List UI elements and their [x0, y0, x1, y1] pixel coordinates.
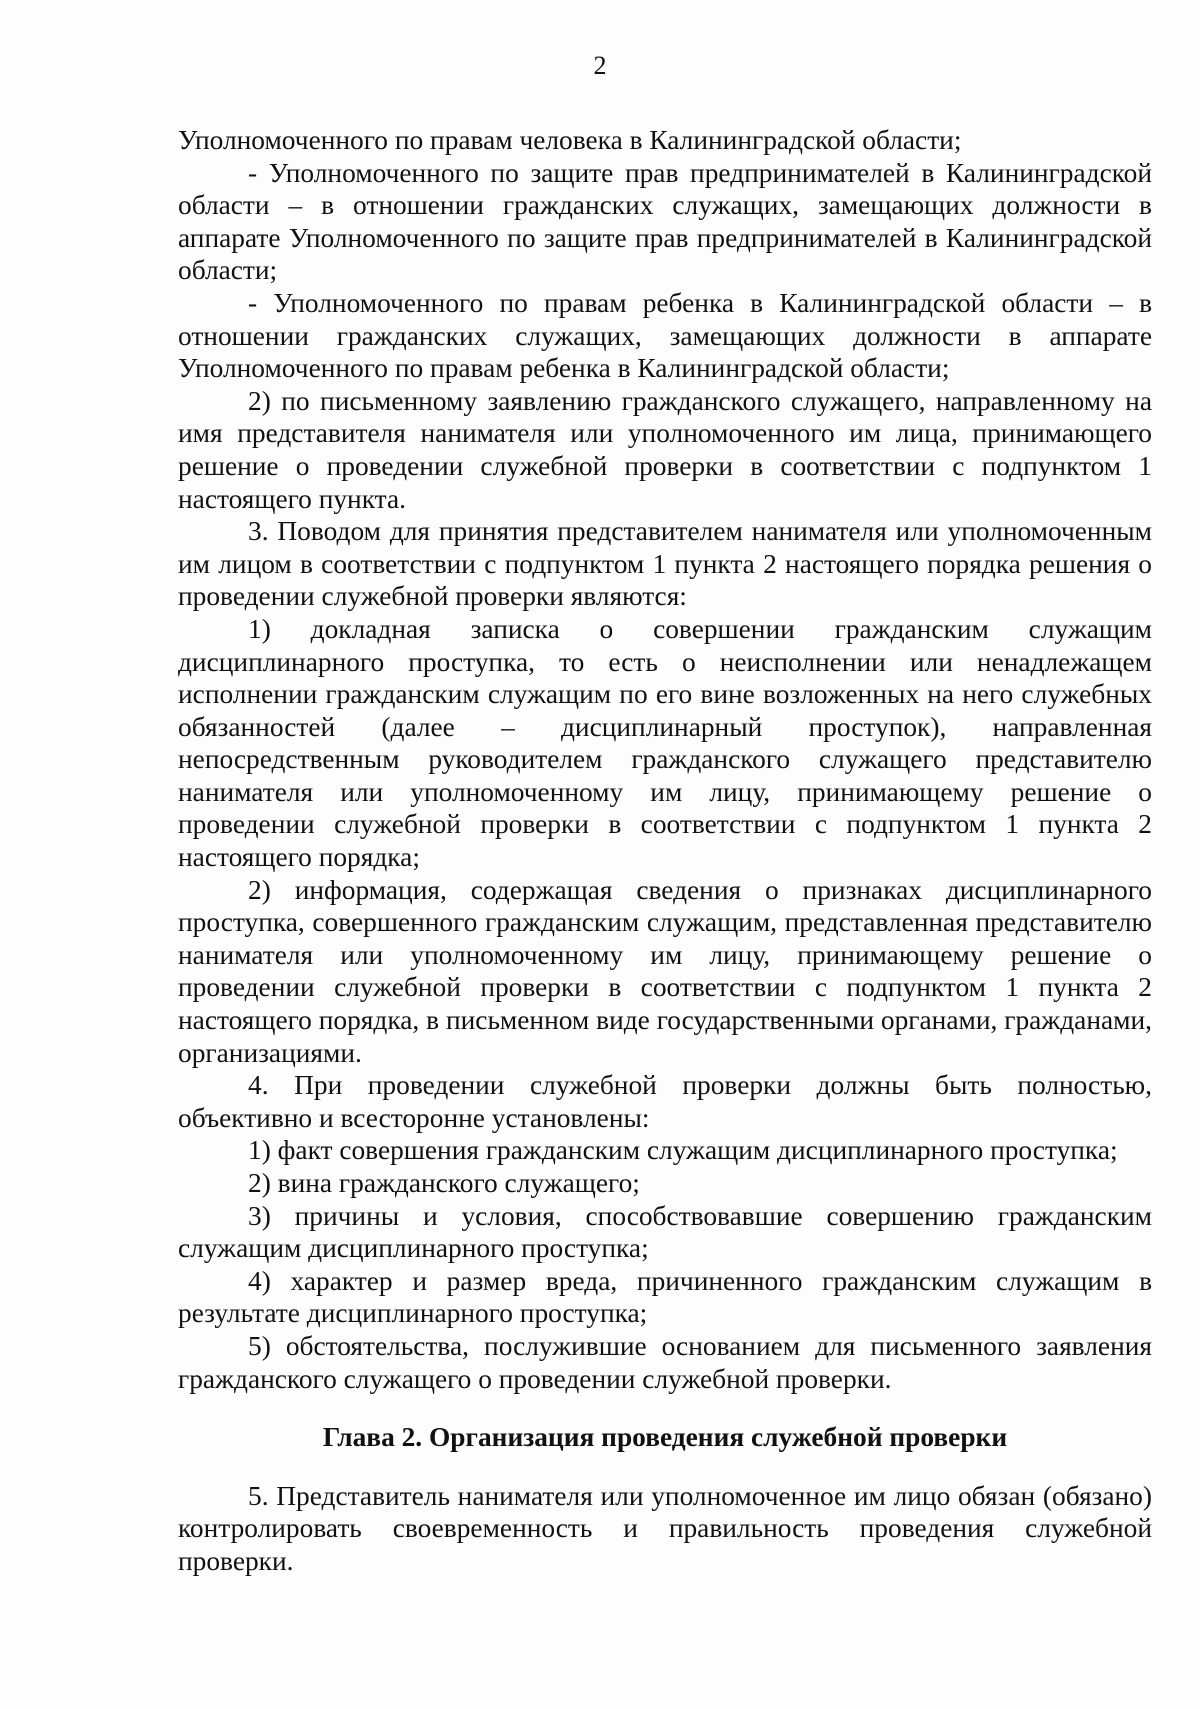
- paragraph: 3. Поводом для принятия представителем нанимателя или уполномоченным им лицом в соответствии с подпунктом 1 пункта 2 настоящего порядка решения о проведении служебной проверки являются:: [178, 516, 1152, 612]
- paragraph: 4) характер и размер вреда, причиненного гражданским служащим в результате дисциплинарного проступка;: [178, 1265, 1152, 1329]
- paragraph: - Уполномоченного по правам ребенка в Калининградской области – в отношении гражданских служащих, замещающих должности в аппарате Уполномоченного по правам ребенка в Калининградской области;: [178, 287, 1152, 384]
- paragraph: 1) докладная записка о совершении гражданским служащим дисциплинарного проступка, то есть о неисполнении или ненадлежащем исполнении гражданским служащим по его вине возложенных на него служебных обязанностей (далее – дисциплинарный проступок), направленная непосредственным руководителем гражданского служащего представителю нанимателя или уполномоченному им лицу, принимающему решение о проведении служебной проверки в соответствии с подпунктом 1 пункта 2 настоящего порядка;: [178, 613, 1152, 873]
- document-body: [178, 124, 1152, 1578]
- page-number: 2: [593, 51, 607, 80]
- paragraph: 2) информация, содержащая сведения о признаках дисциплинарного проступка, совершенного гражданским служащим, представленная представителю нанимателя или уполномоченному им лицу, принимающему решение о проведении служебной проверки в соответствии с подпунктом 1 пункта 2 настоящего порядка, в письменном виде государственными органами, гражданами, организациями.: [178, 874, 1152, 1068]
- paragraph: 1) факт совершения гражданским служащим дисциплинарного проступка;: [248, 1135, 1118, 1166]
- paragraph: 2) вина гражданского служащего;: [248, 1168, 640, 1198]
- paragraph: 4. При проведении служебной проверки должны быть полностью, объективно и всесторонне установлены:: [178, 1070, 1152, 1133]
- chapter-heading: Глава 2. Организация проведения служебной проверки: [322, 1422, 1008, 1453]
- paragraph: 3) причины и условия, способствовавшие совершению гражданским служащим дисциплинарного проступка;: [178, 1200, 1152, 1264]
- paragraph: - Уполномоченного по защите прав предпринимателей в Калининградской области – в отношении гражданских служащих, замещающих должности в аппарате Уполномоченного по защите прав предпринимателей в Калининградской области;: [178, 157, 1152, 286]
- paragraph: 2) по письменному заявлению гражданского служащего, направленному на имя представителя нанимателя или уполномоченного им лица, принимающего решение о проведении служебной проверки в соответствии с подпунктом 1 настоящего пункта.: [178, 385, 1152, 514]
- paragraph: Уполномоченного по правам человека в Калининградской области;: [178, 125, 962, 155]
- paragraph: 5. Представитель нанимателя или уполномоченное им лицо обязан (обязано) контролировать своевременность и правильность проведения служебной проверки.: [178, 1480, 1152, 1576]
- paragraph: 5) обстоятельства, послужившие основанием для письменного заявления гражданского служащего о проведении служебной проверки.: [178, 1330, 1152, 1394]
